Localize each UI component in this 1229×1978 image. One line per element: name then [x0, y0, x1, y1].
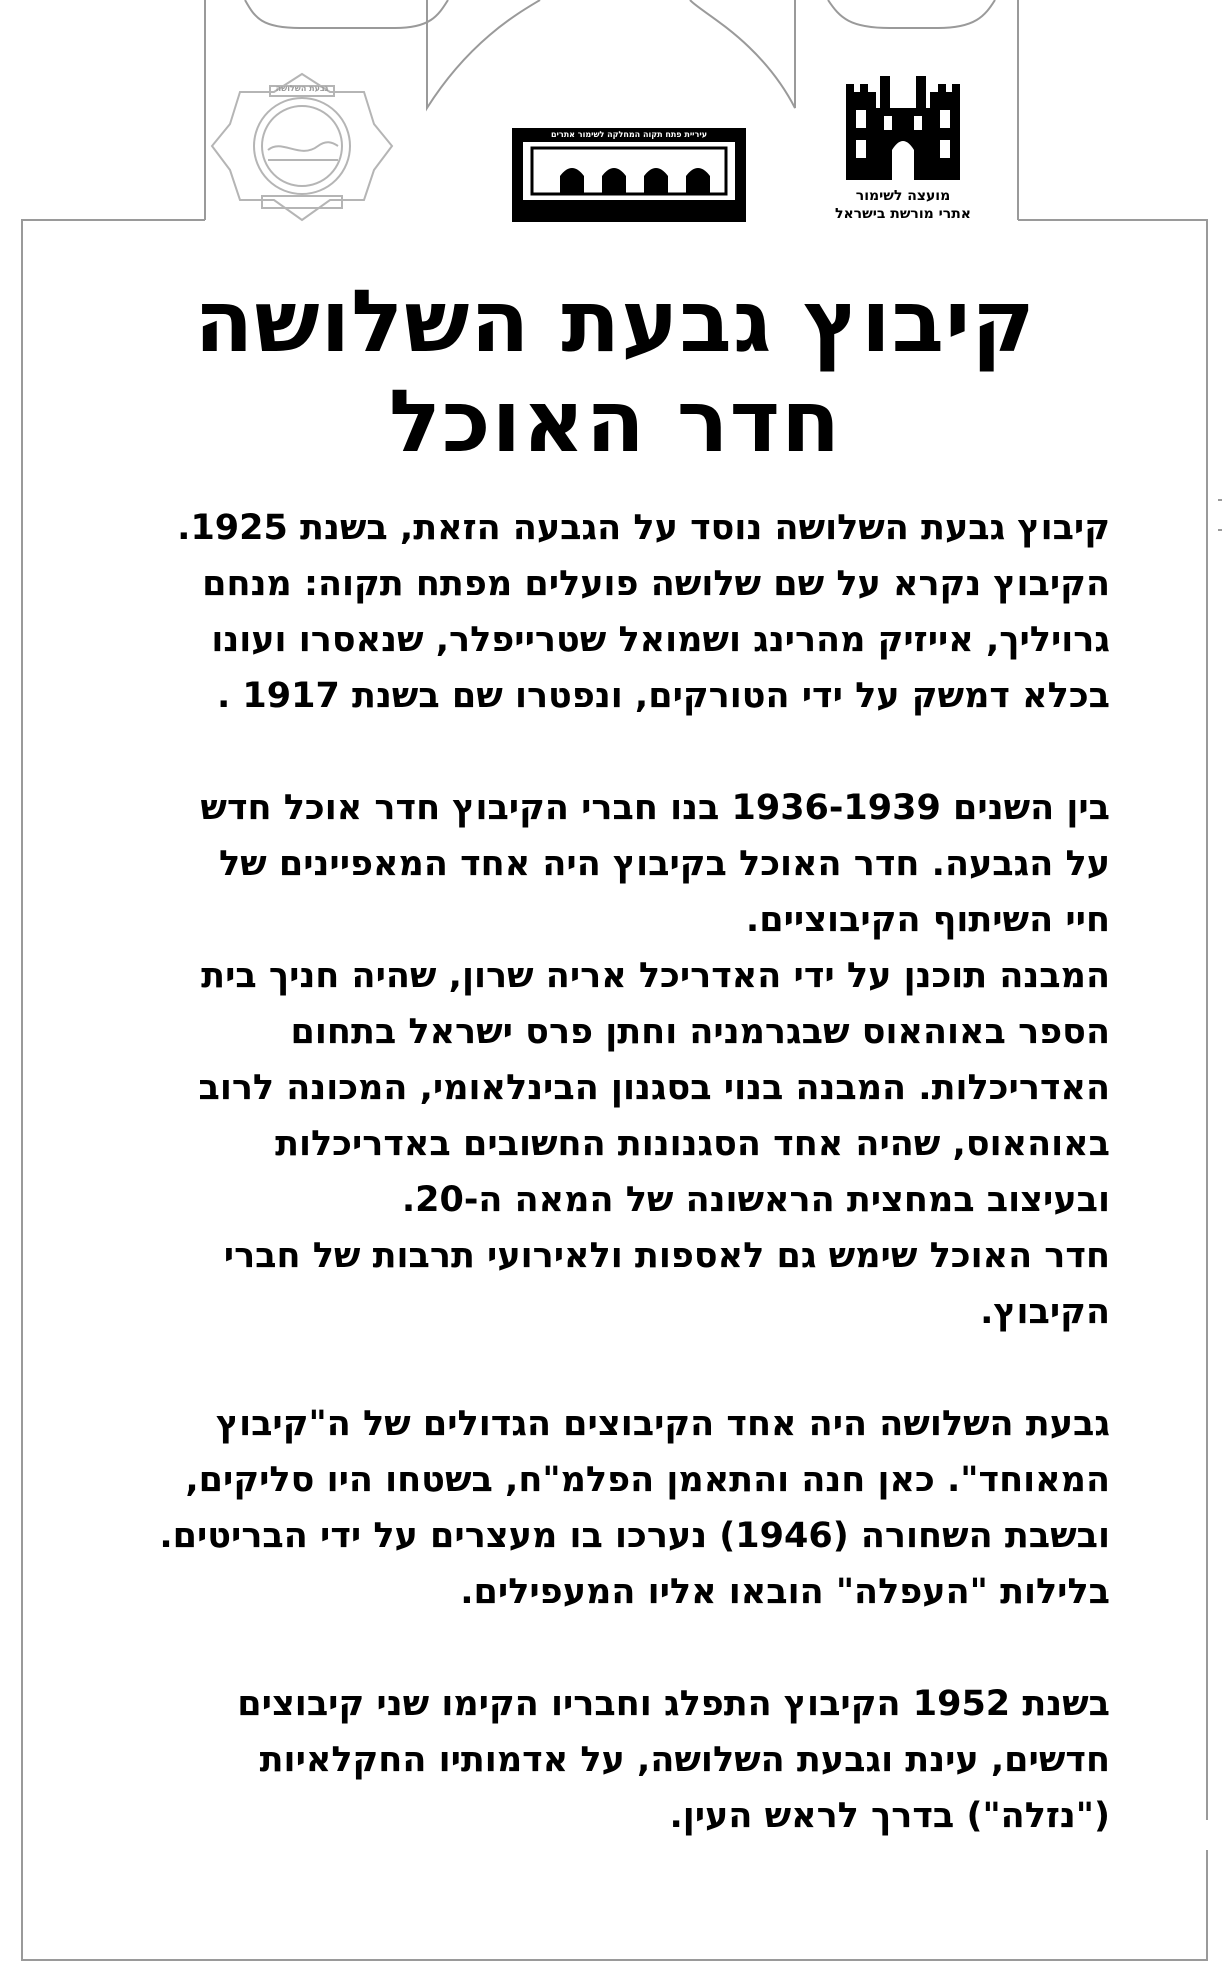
council-name-line1: מועצה לשימור — [855, 188, 951, 204]
emblem-label: גבעת השלושה — [275, 84, 329, 93]
text-line: גרויליך, אייזיק מהרינג ושמואל שטרייפלר, שנאסרו ועונו — [211, 620, 1110, 660]
text-line: המאוחד". כאן חנה והתאמן הפלמ"ח, בשטחו היו סליקים, — [185, 1460, 1110, 1500]
text-line: האדריכלות. המבנה בנוי בסגנון הבינלאומי, המכונה לרוב — [198, 1068, 1110, 1108]
text-line: בלילות "העפלה" הובאו אליו המעפילים. — [460, 1572, 1110, 1612]
text-line: גבעת השלושה היה אחד הקיבוצים הגדולים של ה"קיבוץ — [215, 1404, 1110, 1444]
text-line: הקיבוץ. — [980, 1292, 1110, 1332]
text-line: חיי השיתוף הקיבוציים. — [745, 900, 1110, 940]
text-line: חדר האוכל שימש גם לאספות ולאירועי תרבות של חברי — [223, 1236, 1110, 1276]
council-name-line2: אתרי מורשת בישראל — [835, 206, 971, 222]
paragraph — [95, 1676, 1110, 1844]
text-line: על הגבעה. חדר האוכל בקיבוץ היה אחד המאפיינים של — [218, 844, 1110, 884]
text-line: חדשים, עינת וגבעת השלושה, על אדמותיו החקלאיות — [259, 1740, 1110, 1780]
sign-body — [95, 500, 1110, 1844]
text-line: באוהאוס, שהיה אחד הסגנונות החשובים באדריכלות — [275, 1124, 1110, 1164]
text-line: ובעיצוב במחצית הראשונה של המאה ה-20. — [401, 1180, 1110, 1220]
castle-logo-icon — [846, 76, 960, 180]
text-line: בכלא דמשק על ידי הטורקים, ונפטרו שם בשנת 1917 . — [216, 676, 1110, 716]
paragraph — [95, 780, 1110, 1340]
banner-caption: עיריית פתח תקוה המחלקה לשימור אתרים — [550, 130, 708, 139]
text-line: ובשבת השחורה (1946) נערכו בו מעצרים על ידי הבריטים. — [159, 1516, 1110, 1556]
paragraph — [95, 500, 1110, 724]
title-line-1: קיבוץ גבעת השלושה — [194, 272, 1036, 372]
page-title — [60, 272, 1170, 472]
paragraph — [95, 1396, 1110, 1620]
text-line: הקיבוץ נקרא על שם שלושה פועלים מפתח תקוה: מנחם — [202, 564, 1110, 604]
text-line: בין השנים 1936-1939 בנו חברי הקיבוץ חדר אוכל חדש — [200, 788, 1110, 828]
text-line: קיבוץ גבעת השלושה נוסד על הגבעה הזאת, בשנת 1925. — [177, 508, 1110, 548]
title-line-2: חדר האוכל — [388, 372, 842, 472]
text-line: בשנת 1952 הקיבוץ התפלג וחבריו הקימו שני קיבוצים — [237, 1684, 1110, 1724]
text-line: המבנה תוכנן על ידי האדריכל אריה שרון, שהיה חניך בית — [201, 956, 1110, 996]
text-line: הספר באוהאוס שבגרמניה וחתן פרס ישראל בתחום — [290, 1012, 1110, 1052]
banner-logo-icon — [512, 128, 746, 222]
text-line: ("נזלה") בדרך לראש העין. — [669, 1796, 1110, 1836]
